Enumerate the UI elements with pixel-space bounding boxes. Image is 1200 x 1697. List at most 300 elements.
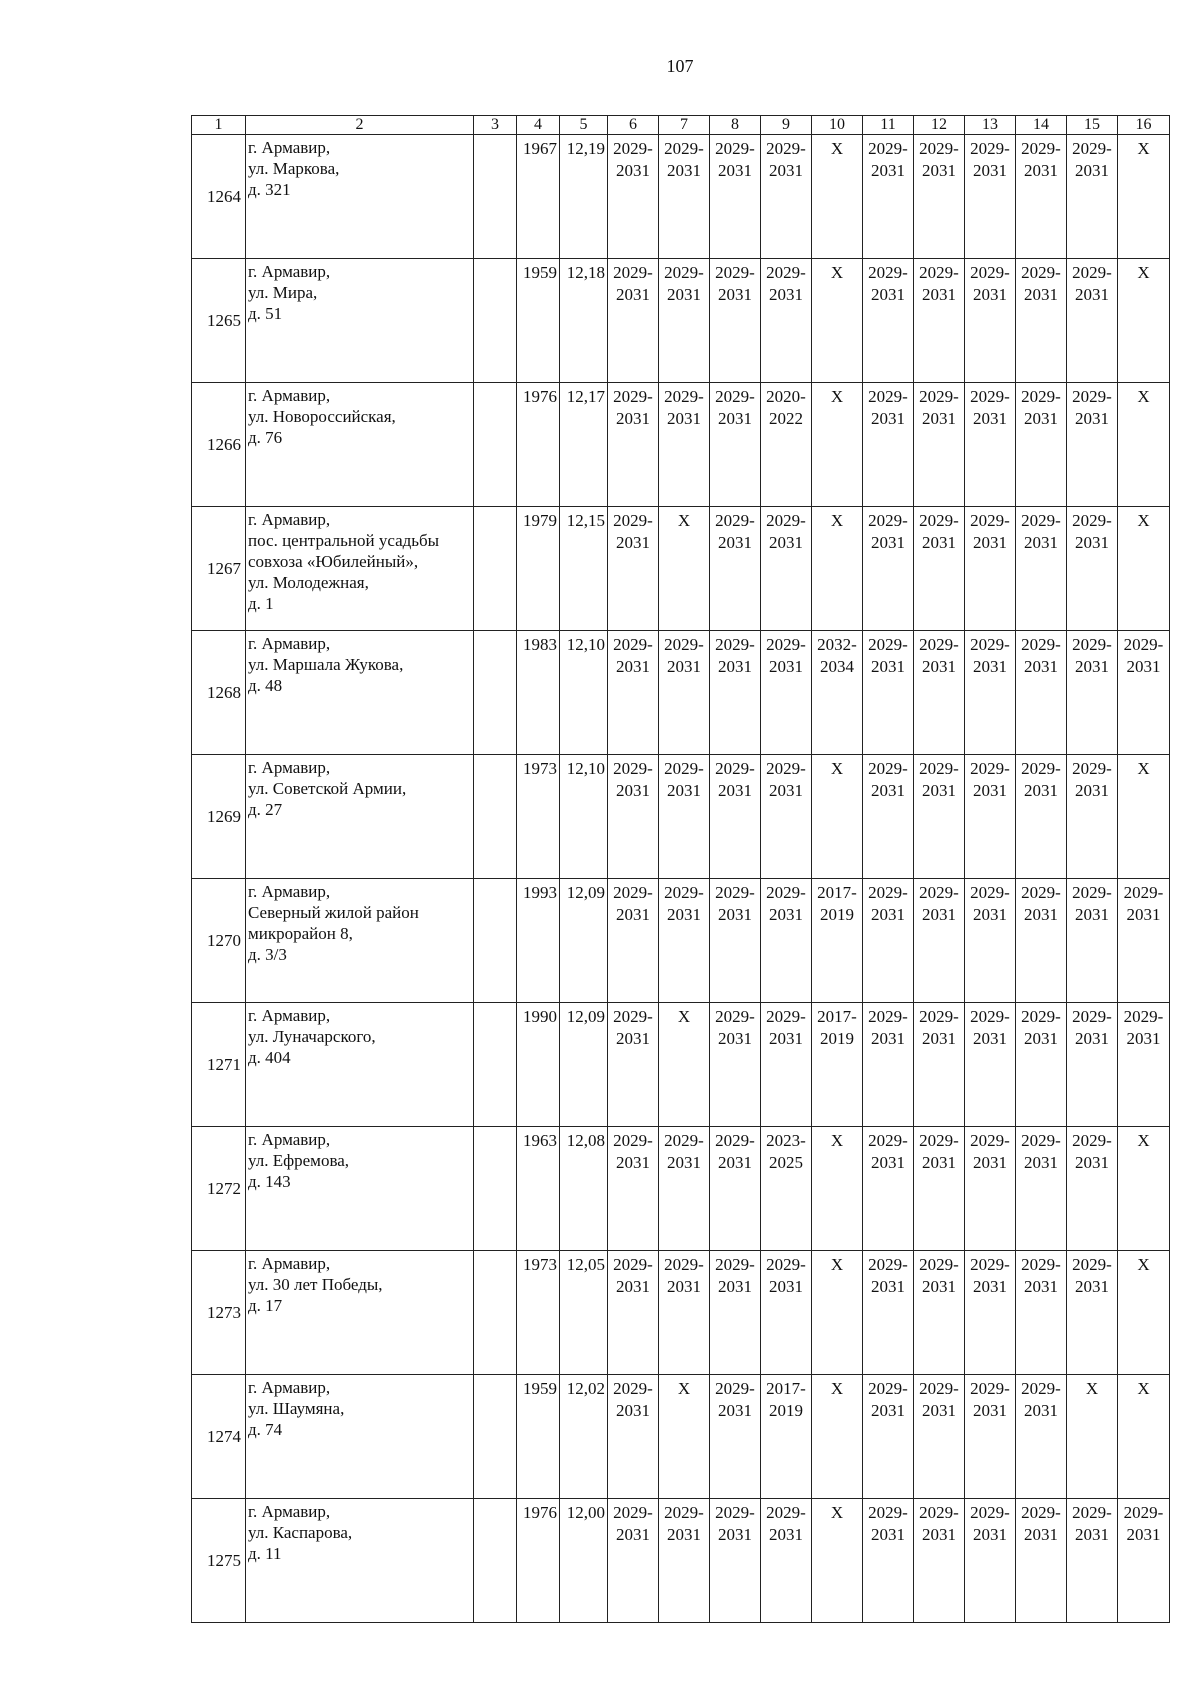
period-cell-col-12 — [914, 755, 965, 879]
period-cell-col-9 — [761, 135, 812, 259]
period-value: 2031 — [1075, 533, 1109, 552]
period-cell-col-7 — [659, 1003, 710, 1127]
column-3-cell — [474, 755, 517, 879]
period-cell-col-10 — [812, 507, 863, 631]
period-value: 2031 — [973, 1277, 1007, 1296]
period-cell-col-14 — [1016, 755, 1067, 879]
period-cell-col-8 — [710, 1499, 761, 1623]
period-cell-col-9 — [761, 1499, 812, 1623]
period-cell-col-6 — [608, 631, 659, 755]
period-value: 2029- — [1021, 139, 1061, 158]
period-value: 2031 — [871, 409, 905, 428]
period-value: 2031 — [616, 1401, 650, 1420]
period-value: 2029- — [919, 263, 959, 282]
period-cell-col-11 — [863, 1127, 914, 1251]
value-cell: 12,18 — [560, 259, 608, 383]
period-value: 2029- — [1021, 1255, 1061, 1274]
address-line: микрорайон 8, — [248, 924, 353, 943]
period-value: 2031 — [871, 161, 905, 180]
address-line: г. Армавир, — [248, 758, 331, 777]
address-line: ул. Каспарова, — [248, 1523, 353, 1542]
period-value: 2031 — [871, 1525, 905, 1544]
address-line: г. Армавир, — [248, 634, 331, 653]
period-cell-col-10 — [812, 879, 863, 1003]
period-value: 2031 — [1024, 1029, 1058, 1048]
period-value: X — [677, 1007, 691, 1026]
period-value: 2029- — [715, 635, 755, 654]
period-value: 2031 — [667, 657, 701, 676]
period-value: 2029- — [919, 1131, 959, 1150]
period-value: 2029- — [766, 511, 806, 530]
period-cell-col-16 — [1118, 631, 1170, 755]
period-cell-col-11 — [863, 631, 914, 755]
period-value: 2031 — [871, 905, 905, 924]
address-cell — [246, 755, 474, 879]
period-cell-col-16 — [1118, 879, 1170, 1003]
period-value: 2031 — [922, 905, 956, 924]
period-value: 2029- — [664, 1503, 704, 1522]
year-cell: 1990 — [517, 1003, 560, 1127]
row-number: 1271 — [192, 1003, 246, 1127]
period-value: 2019 — [820, 905, 854, 924]
period-value: 2019 — [820, 1029, 854, 1048]
value-cell: 12,19 — [560, 135, 608, 259]
period-value: 2029- — [664, 387, 704, 406]
address-cell — [246, 383, 474, 507]
column-header-14: 14 — [1016, 116, 1067, 135]
period-cell-col-6 — [608, 1127, 659, 1251]
period-cell-col-12 — [914, 1251, 965, 1375]
year-cell: 1959 — [517, 259, 560, 383]
period-value: 2029- — [868, 263, 908, 282]
period-cell-col-9 — [761, 383, 812, 507]
period-value: 2031 — [769, 657, 803, 676]
period-value: 2029- — [613, 759, 653, 778]
period-value: 2031 — [667, 285, 701, 304]
period-value: 2029- — [970, 387, 1010, 406]
period-value: X — [1085, 1379, 1099, 1398]
period-value: 2029- — [868, 139, 908, 158]
period-value: 2029- — [613, 635, 653, 654]
period-cell-col-8 — [710, 1251, 761, 1375]
address-line: г. Армавир, — [248, 1502, 331, 1521]
period-value: 2029- — [868, 1131, 908, 1150]
period-cell-col-9 — [761, 1375, 812, 1499]
period-value: 2031 — [922, 1401, 956, 1420]
period-value: 2029- — [970, 635, 1010, 654]
period-value: 2029- — [970, 1503, 1010, 1522]
row-number: 1264 — [192, 135, 246, 259]
period-cell-col-7 — [659, 259, 710, 383]
period-value: 2017- — [817, 1007, 857, 1026]
period-value: 2020- — [766, 387, 806, 406]
period-value: 2031 — [616, 1153, 650, 1172]
period-cell-col-11 — [863, 259, 914, 383]
period-cell-col-11 — [863, 755, 914, 879]
period-value: 2031 — [973, 1401, 1007, 1420]
period-value: X — [830, 387, 844, 406]
period-value: 2031 — [1075, 657, 1109, 676]
period-value: X — [830, 1503, 844, 1522]
period-value: 2029- — [715, 1007, 755, 1026]
period-value: 2031 — [973, 657, 1007, 676]
period-value: 2029- — [766, 1007, 806, 1026]
period-value: X — [1137, 139, 1150, 158]
address-line: д. 143 — [248, 1172, 291, 1191]
table-row — [192, 259, 1170, 383]
period-value: 2029- — [868, 511, 908, 530]
period-value: 2029- — [613, 883, 653, 902]
address-line: ул. Молодежная, — [248, 573, 369, 592]
year-cell: 1973 — [517, 1251, 560, 1375]
address-line: г. Армавир, — [248, 138, 331, 157]
period-value: 2031 — [616, 905, 650, 924]
period-value: 2029- — [919, 139, 959, 158]
period-value: 2029- — [970, 1379, 1010, 1398]
period-value: 2029- — [868, 1379, 908, 1398]
address-line: ул. Новороссийская, — [248, 407, 396, 426]
period-value: 2029- — [715, 1379, 755, 1398]
period-value: 2029- — [1021, 759, 1061, 778]
period-value: 2029- — [613, 1255, 653, 1274]
period-value: 2017- — [817, 883, 857, 902]
value-cell: 12,17 — [560, 383, 608, 507]
period-value: 2029- — [1072, 139, 1112, 158]
period-value: 2031 — [1126, 1525, 1161, 1544]
period-value: 2031 — [1024, 657, 1058, 676]
period-cell-col-12 — [914, 1127, 965, 1251]
period-value: 2031 — [1075, 905, 1109, 924]
period-cell-col-7 — [659, 1127, 710, 1251]
period-value: 2029- — [613, 1007, 653, 1026]
period-value: 2029- — [613, 139, 653, 158]
period-value: 2029- — [868, 1503, 908, 1522]
address-cell — [246, 507, 474, 631]
period-cell-col-8 — [710, 259, 761, 383]
period-cell-col-9 — [761, 259, 812, 383]
period-cell-col-10 — [812, 1127, 863, 1251]
address-line: ул. Мира, — [248, 283, 318, 302]
period-value: 2029- — [970, 511, 1010, 530]
address-line: д. 76 — [248, 428, 283, 447]
address-line: д. 48 — [248, 676, 283, 695]
period-value: 2031 — [973, 905, 1007, 924]
period-value: 2029- — [715, 759, 755, 778]
period-value: 2031 — [616, 409, 650, 428]
period-value: 2031 — [718, 161, 752, 180]
period-value: 2031 — [871, 781, 905, 800]
period-value: 2031 — [769, 1029, 803, 1048]
period-value: 2031 — [769, 1277, 803, 1296]
column-3-cell — [474, 1499, 517, 1623]
period-value: 2029- — [664, 139, 704, 158]
period-cell-col-8 — [710, 1127, 761, 1251]
period-cell-col-6 — [608, 383, 659, 507]
period-value: 2029- — [613, 263, 653, 282]
address-line: г. Армавир, — [248, 1378, 331, 1397]
period-value: 2031 — [922, 409, 956, 428]
period-cell-col-13 — [965, 631, 1016, 755]
address-line: пос. центральной усадьбы — [248, 531, 440, 550]
period-value: 2032- — [817, 635, 857, 654]
period-value: 2031 — [667, 1153, 701, 1172]
period-value: 2023- — [766, 1131, 806, 1150]
period-value: 2031 — [769, 1525, 803, 1544]
period-value: 2031 — [718, 657, 752, 676]
period-cell-col-13 — [965, 259, 1016, 383]
period-cell-col-9 — [761, 1127, 812, 1251]
year-cell: 1963 — [517, 1127, 560, 1251]
period-value: 2029- — [919, 635, 959, 654]
period-value: 2031 — [1126, 657, 1161, 676]
period-cell-col-15 — [1067, 507, 1118, 631]
period-value: 2031 — [667, 409, 701, 428]
period-cell-col-15 — [1067, 1127, 1118, 1251]
period-cell-col-11 — [863, 879, 914, 1003]
period-value: 2031 — [871, 657, 905, 676]
period-value: 2029- — [868, 1007, 908, 1026]
address-line: д. 17 — [248, 1296, 283, 1315]
period-cell-col-7 — [659, 507, 710, 631]
period-value: 2029- — [1123, 635, 1164, 654]
address-line: д. 404 — [248, 1048, 291, 1067]
period-value: 2029- — [766, 263, 806, 282]
column-header-9: 9 — [761, 116, 812, 135]
period-value: 2031 — [718, 1525, 752, 1544]
period-cell-col-14 — [1016, 507, 1067, 631]
period-value: X — [830, 139, 844, 158]
period-cell-col-16 — [1118, 1251, 1170, 1375]
period-cell-col-10 — [812, 1499, 863, 1623]
period-value: 2029- — [1021, 1379, 1061, 1398]
value-cell: 12,10 — [560, 755, 608, 879]
period-value: 2031 — [718, 1401, 752, 1420]
period-cell-col-6 — [608, 1003, 659, 1127]
period-value: 2031 — [1024, 905, 1058, 924]
page-number: 107 — [666, 56, 694, 76]
period-value: 2029- — [1072, 883, 1112, 902]
period-value: 2029- — [868, 387, 908, 406]
period-cell-col-14 — [1016, 259, 1067, 383]
period-cell-col-14 — [1016, 383, 1067, 507]
table-body — [192, 135, 1170, 1623]
period-value: 2031 — [616, 533, 650, 552]
period-value: 2031 — [973, 161, 1007, 180]
period-value: 2029- — [919, 883, 959, 902]
year-cell: 1976 — [517, 1499, 560, 1623]
period-value: 2031 — [1024, 285, 1058, 304]
period-value: 2029- — [715, 263, 755, 282]
address-line: ул. Луначарского, — [248, 1027, 376, 1046]
period-value: 2031 — [1075, 1153, 1109, 1172]
column-3-cell — [474, 1251, 517, 1375]
period-cell-col-10 — [812, 135, 863, 259]
period-cell-col-7 — [659, 879, 710, 1003]
period-cell-col-13 — [965, 1251, 1016, 1375]
period-cell-col-9 — [761, 879, 812, 1003]
period-cell-col-12 — [914, 507, 965, 631]
period-cell-col-15 — [1067, 755, 1118, 879]
period-value: 2029- — [970, 1255, 1010, 1274]
period-value: 2031 — [973, 1525, 1007, 1544]
period-cell-col-10 — [812, 755, 863, 879]
period-value: 2029- — [613, 1379, 653, 1398]
period-cell-col-16 — [1118, 1003, 1170, 1127]
period-cell-col-10 — [812, 383, 863, 507]
period-value: X — [1137, 1379, 1150, 1398]
address-line: д. 74 — [248, 1420, 283, 1439]
period-cell-col-14 — [1016, 631, 1067, 755]
column-3-cell — [474, 259, 517, 383]
period-value: 2031 — [616, 285, 650, 304]
period-value: X — [1137, 511, 1150, 530]
period-value: 2031 — [973, 781, 1007, 800]
period-value: 2029- — [868, 635, 908, 654]
period-cell-col-11 — [863, 135, 914, 259]
column-3-cell — [474, 879, 517, 1003]
period-value: 2031 — [1024, 1401, 1058, 1420]
row-number: 1266 — [192, 383, 246, 507]
period-value: 2029- — [613, 1503, 653, 1522]
period-value: 2029- — [1021, 883, 1061, 902]
period-cell-col-16 — [1118, 135, 1170, 259]
period-value: 2029- — [715, 1503, 755, 1522]
period-value: 2031 — [1075, 161, 1109, 180]
period-cell-col-10 — [812, 1003, 863, 1127]
period-value: 2031 — [616, 657, 650, 676]
period-cell-col-8 — [710, 383, 761, 507]
period-value: 2029- — [1021, 263, 1061, 282]
period-value: 2029- — [1072, 635, 1112, 654]
period-cell-col-12 — [914, 1499, 965, 1623]
period-value: 2029- — [868, 759, 908, 778]
period-cell-col-14 — [1016, 879, 1067, 1003]
period-value: 2029- — [970, 139, 1010, 158]
period-value: 2031 — [973, 409, 1007, 428]
period-value: 2031 — [769, 285, 803, 304]
column-header-8: 8 — [710, 116, 761, 135]
period-value: 2031 — [1024, 161, 1058, 180]
value-cell: 12,02 — [560, 1375, 608, 1499]
period-cell-col-9 — [761, 507, 812, 631]
period-cell-col-12 — [914, 383, 965, 507]
period-cell-col-14 — [1016, 1251, 1067, 1375]
period-value: 2029- — [970, 883, 1010, 902]
period-cell-col-8 — [710, 507, 761, 631]
period-cell-col-7 — [659, 631, 710, 755]
period-value: 2029- — [613, 511, 653, 530]
address-line: д. 27 — [248, 800, 283, 819]
period-cell-col-10 — [812, 1375, 863, 1499]
row-number: 1274 — [192, 1375, 246, 1499]
table-row — [192, 1003, 1170, 1127]
period-cell-col-7 — [659, 1251, 710, 1375]
period-value: 2029- — [664, 883, 704, 902]
period-cell-col-12 — [914, 631, 965, 755]
address-cell — [246, 259, 474, 383]
period-cell-col-6 — [608, 259, 659, 383]
period-cell-col-15 — [1067, 631, 1118, 755]
period-value: 2031 — [922, 781, 956, 800]
table-row — [192, 755, 1170, 879]
period-cell-col-6 — [608, 1375, 659, 1499]
column-header-10: 10 — [812, 116, 863, 135]
period-cell-col-11 — [863, 507, 914, 631]
address-line: д. 51 — [248, 304, 283, 323]
register-table — [191, 115, 1170, 1623]
table-row — [192, 383, 1170, 507]
period-value: 2029- — [613, 1131, 653, 1150]
period-value: 2029- — [1021, 1131, 1061, 1150]
period-value: 2031 — [769, 533, 803, 552]
period-value: 2022 — [769, 409, 803, 428]
address-cell — [246, 879, 474, 1003]
period-value: 2031 — [769, 161, 803, 180]
period-value: 2029- — [766, 883, 806, 902]
period-value: 2029- — [970, 1131, 1010, 1150]
period-value: 2029- — [868, 1255, 908, 1274]
period-value: 2029- — [1072, 511, 1112, 530]
period-value: 2031 — [1075, 1029, 1109, 1048]
column-header-16: 16 — [1118, 116, 1170, 135]
table-row — [192, 1499, 1170, 1623]
period-value: 2031 — [616, 781, 650, 800]
period-value: 2034 — [820, 657, 854, 676]
period-value: 2031 — [1024, 1153, 1058, 1172]
address-line: ул. Маршала Жукова, — [248, 655, 404, 674]
value-cell: 12,05 — [560, 1251, 608, 1375]
row-number: 1265 — [192, 259, 246, 383]
period-value: 2031 — [718, 781, 752, 800]
period-value: 2029- — [613, 387, 653, 406]
period-value: X — [830, 1255, 844, 1274]
address-cell — [246, 1003, 474, 1127]
period-value: 2031 — [1024, 781, 1058, 800]
period-value: 2029- — [1123, 883, 1164, 902]
period-cell-col-14 — [1016, 1127, 1067, 1251]
period-cell-col-10 — [812, 259, 863, 383]
address-cell — [246, 1499, 474, 1623]
address-line: г. Армавир, — [248, 1130, 331, 1149]
period-value: 2029- — [1072, 1503, 1112, 1522]
period-value: 2031 — [1024, 409, 1058, 428]
period-cell-col-13 — [965, 1127, 1016, 1251]
row-number: 1275 — [192, 1499, 246, 1623]
address-line: г. Армавир, — [248, 882, 331, 901]
period-value: X — [677, 1379, 691, 1398]
period-value: 2029- — [1072, 263, 1112, 282]
row-number: 1267 — [192, 507, 246, 631]
period-value: 2029- — [664, 759, 704, 778]
period-value: 2031 — [973, 285, 1007, 304]
table-row — [192, 631, 1170, 755]
column-header-5: 5 — [560, 116, 608, 135]
period-value: 2031 — [1075, 1525, 1109, 1544]
period-value: 2019 — [769, 1401, 803, 1420]
period-value: 2029- — [715, 1131, 755, 1150]
table-row — [192, 507, 1170, 631]
period-value: 2029- — [1021, 1007, 1061, 1026]
column-header-11: 11 — [863, 116, 914, 135]
period-value: 2031 — [922, 1029, 956, 1048]
period-cell-col-13 — [965, 1499, 1016, 1623]
period-value: 2029- — [919, 759, 959, 778]
period-cell-col-15 — [1067, 1375, 1118, 1499]
period-value: 2031 — [922, 161, 956, 180]
address-line: д. 1 — [248, 594, 274, 613]
table-row — [192, 879, 1170, 1003]
period-cell-col-10 — [812, 631, 863, 755]
